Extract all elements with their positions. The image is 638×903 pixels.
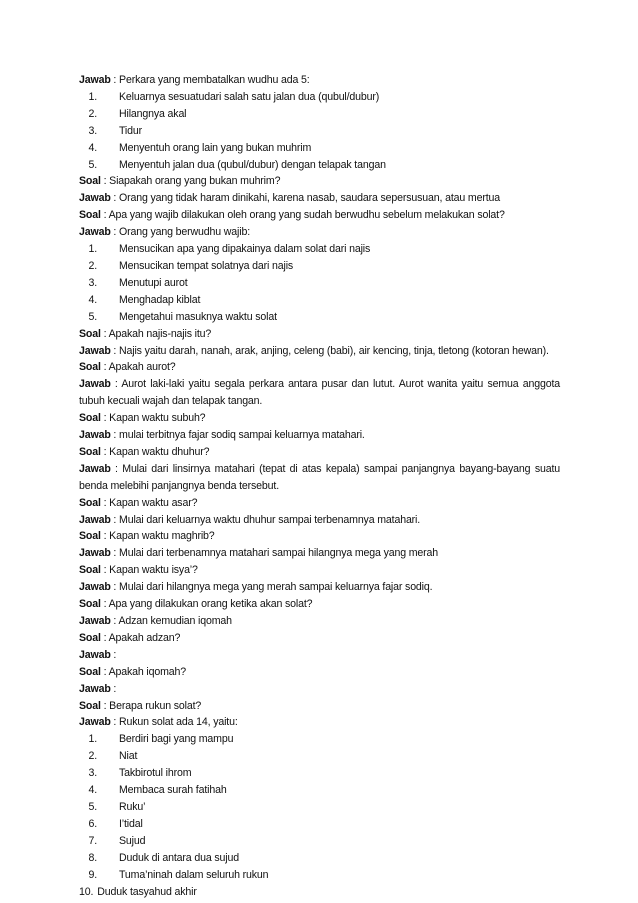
list-item: 4. Menyentuh orang lain yang bukan muhrim (88, 141, 312, 154)
answer-paragraph: Jawab : Mulai dari linsirnya matahari (tepat di atas kepala) sampai panjangnya bayang-bayang suatu benda melebihi panjangnya benda tersebut. (79, 462, 560, 492)
list-item: 4. Menghadap kiblat (88, 293, 201, 306)
list-item: 1. Keluarnya sesuatudari salah satu jalan dua (qubul/dubur) (88, 90, 380, 103)
question-line: Soal : Apa yang dilakukan orang ketika akan solat? (79, 598, 313, 611)
soal-label: Soal (79, 361, 101, 374)
list-item: 3. Menutupi aurot (88, 276, 188, 289)
list-item: 2. Niat (88, 750, 138, 763)
jawab-label: Jawab (79, 74, 111, 86)
answer-paragraph: Jawab : Aurot laki-laki yaitu segala perkara antara pusar dan lutut. Aurot wanita yaitu semua anggota tubuh kecuali wajah dan telapak tangan. (79, 378, 560, 408)
question-text: Apakah iqomah? (108, 665, 186, 678)
answer-line: Jawab : Adzan kemudian iqomah (79, 615, 232, 627)
list-item: 9. Tuma’ninah dalam seluruh rukun (88, 868, 269, 881)
question-line: Soal : Apakah iqomah? (79, 665, 186, 678)
answer-line: Jawab : mulai terbitnya fajar sodiq sampai keluarnya matahari. (79, 429, 365, 442)
answer-line: Jawab : Rukun solat ada 14, yaitu: (79, 716, 238, 729)
answer-text: Mulai dari hilangnya mega yang merah sampai keluarnya fajar sodiq. (119, 581, 433, 594)
soal-label: Soal (79, 175, 101, 188)
list-item: 7. Sujud (88, 834, 146, 847)
soal-label: Soal (79, 564, 101, 577)
question-line: Soal : Kapan waktu maghrib? (79, 530, 215, 543)
list-item: 5. Ruku’ (88, 800, 146, 813)
list-item: 3. Tidur (88, 124, 142, 137)
soal-label: Soal (79, 598, 101, 611)
question-text: Siapakah orang yang bukan muhrim? (109, 175, 281, 188)
list-item: 2. Hilangnya akal (88, 107, 187, 120)
question-text: Kapan waktu asar? (109, 496, 198, 509)
answer-text: Mulai dari terbenamnya matahari sampai hilangnya mega yang merah (119, 547, 439, 560)
list-item: 10. Duduk tasyahud akhir (79, 885, 197, 898)
answer-text: Mulai dari keluarnya waktu dhuhur sampai terbenamnya matahari. (119, 513, 421, 526)
jawab-label: Jawab (79, 682, 111, 695)
question-line: Soal : Apakah aurot? (79, 361, 176, 374)
soal-label: Soal (79, 699, 101, 712)
answer-line: Jawab : Mulai dari terbenamnya matahari sampai hilangnya mega yang merah (79, 547, 439, 560)
question-text: Berapa rukun solat? (109, 699, 202, 712)
jawab-label: Jawab (79, 192, 111, 205)
list-item: 2. Mensucikan tempat solatnya dari najis (88, 259, 294, 272)
answer-text: mulai terbitnya fajar sodiq sampai keluarnya matahari. (119, 429, 365, 442)
question-text: Apakah aurot? (108, 361, 176, 374)
question-text: Apa yang dilakukan orang ketika akan solat? (108, 598, 313, 611)
question-text: Apa yang wajib dilakukan oleh orang yang sudah berwudhu sebelum melakukan solat? (108, 209, 505, 222)
soal-label: Soal (79, 496, 101, 509)
list-item: 1. Berdiri bagi yang mampu (88, 733, 234, 746)
answer-text: Perkara yang membatalkan wudhu ada 5: (119, 74, 310, 86)
question-line: Soal : Siapakah orang yang bukan muhrim? (79, 175, 281, 188)
list-item: 5. Menyentuh jalan dua (qubul/dubur) dengan telapak tangan (88, 158, 386, 171)
list-item: 5. Mengetahui masuknya waktu solat (88, 310, 277, 323)
question-text: Kapan waktu dhuhur? (109, 445, 210, 458)
question-text: Kapan waktu maghrib? (109, 530, 215, 543)
question-text: Apakah adzan? (108, 631, 181, 644)
question-text: Kapan waktu subuh? (109, 412, 206, 425)
soal-label: Soal (79, 412, 101, 425)
jawab-label: Jawab (79, 513, 111, 526)
jawab-label: Jawab (79, 581, 111, 594)
answer-line: Jawab : Orang yang tidak haram dinikahi, karena nasab, saudara sepersusuan, atau mertua (79, 192, 500, 205)
question-line: Soal : Kapan waktu dhuhur? (79, 445, 210, 458)
jawab-label: Jawab (79, 547, 111, 560)
jawab-label: Jawab (79, 462, 111, 475)
list-item: 8. Duduk di antara dua sujud (88, 851, 239, 864)
answer-text: Adzan kemudian iqomah (118, 615, 232, 627)
answer-line: Jawab : Mulai dari hilangnya mega yang merah sampai keluarnya fajar sodiq. (79, 581, 433, 594)
answer-text: Najis yaitu darah, nanah, arak, anjing, celeng (babi), air kencing, tinja, tletong (kotoran hewan). (119, 344, 549, 357)
answer-text: Orang yang tidak haram dinikahi, karena nasab, saudara sepersusuan, atau mertua (119, 192, 500, 205)
list-item: 3. Takbirotul ihrom (88, 767, 192, 780)
question-text: Kapan waktu isya’? (109, 564, 198, 577)
question-text: Apakah najis-najis itu? (108, 327, 212, 340)
jawab-label: Jawab (79, 648, 111, 661)
jawab-label: Jawab (79, 344, 111, 357)
soal-label: Soal (79, 327, 101, 340)
answer-line: Jawab : Mulai dari keluarnya waktu dhuhur sampai terbenamnya matahari. (79, 513, 421, 526)
answer-text: Rukun solat ada 14, yaitu: (119, 716, 238, 729)
answer-paragraph: Jawab : Najis yaitu darah, nanah, arak, anjing, celeng (babi), air kencing, tinja, tletong (kotoran hewan). (79, 344, 549, 357)
answer-text: Aurot laki-laki yaitu segala perkara antara pusar dan lutut. Aurot wanita yaitu semua anggota tubuh kecuali wajah dan telapak tangan. (79, 378, 560, 408)
list-item: 1. Mensucikan apa yang dipakainya dalam solat dari najis (88, 243, 371, 256)
soal-label: Soal (79, 445, 101, 458)
jawab-label: Jawab (79, 716, 111, 729)
question-line: Soal : Apakah adzan? (79, 631, 181, 644)
document-page (79, 72, 560, 900)
jawab-label: Jawab (79, 615, 111, 627)
answer-line: Jawab : (79, 682, 117, 695)
question-line: Soal : Kapan waktu asar? (79, 496, 198, 509)
list-item: 4. Membaca surah fatihah (88, 784, 227, 797)
question-line: Soal : Apa yang wajib dilakukan oleh orang yang sudah berwudhu sebelum melakukan solat? (79, 209, 505, 222)
jawab-label: Jawab (79, 429, 111, 442)
answer-line: Jawab : Perkara yang membatalkan wudhu ada 5: (79, 74, 310, 86)
question-line: Soal : Apakah najis-najis itu? (79, 327, 212, 340)
soal-label: Soal (79, 665, 101, 678)
question-line: Soal : Berapa rukun solat? (79, 699, 202, 712)
question-line: Soal : Kapan waktu subuh? (79, 412, 206, 425)
jawab-label: Jawab (79, 378, 111, 391)
answer-line: Jawab : Orang yang berwudhu wajib: (79, 226, 250, 239)
soal-label: Soal (79, 530, 101, 543)
answer-line: Jawab : (79, 648, 117, 661)
answer-text: Mulai dari linsirnya matahari (tepat di atas kepala) sampai panjangnya bayang-bayang suatu benda melebihi panjangnya benda tersebut. (79, 462, 560, 492)
answer-text: Orang yang berwudhu wajib: (119, 226, 250, 239)
list-item: 6. I’tidal (88, 817, 143, 830)
jawab-label: Jawab (79, 226, 111, 239)
question-line: Soal : Kapan waktu isya’? (79, 564, 198, 577)
soal-label: Soal (79, 209, 101, 222)
soal-label: Soal (79, 631, 101, 644)
